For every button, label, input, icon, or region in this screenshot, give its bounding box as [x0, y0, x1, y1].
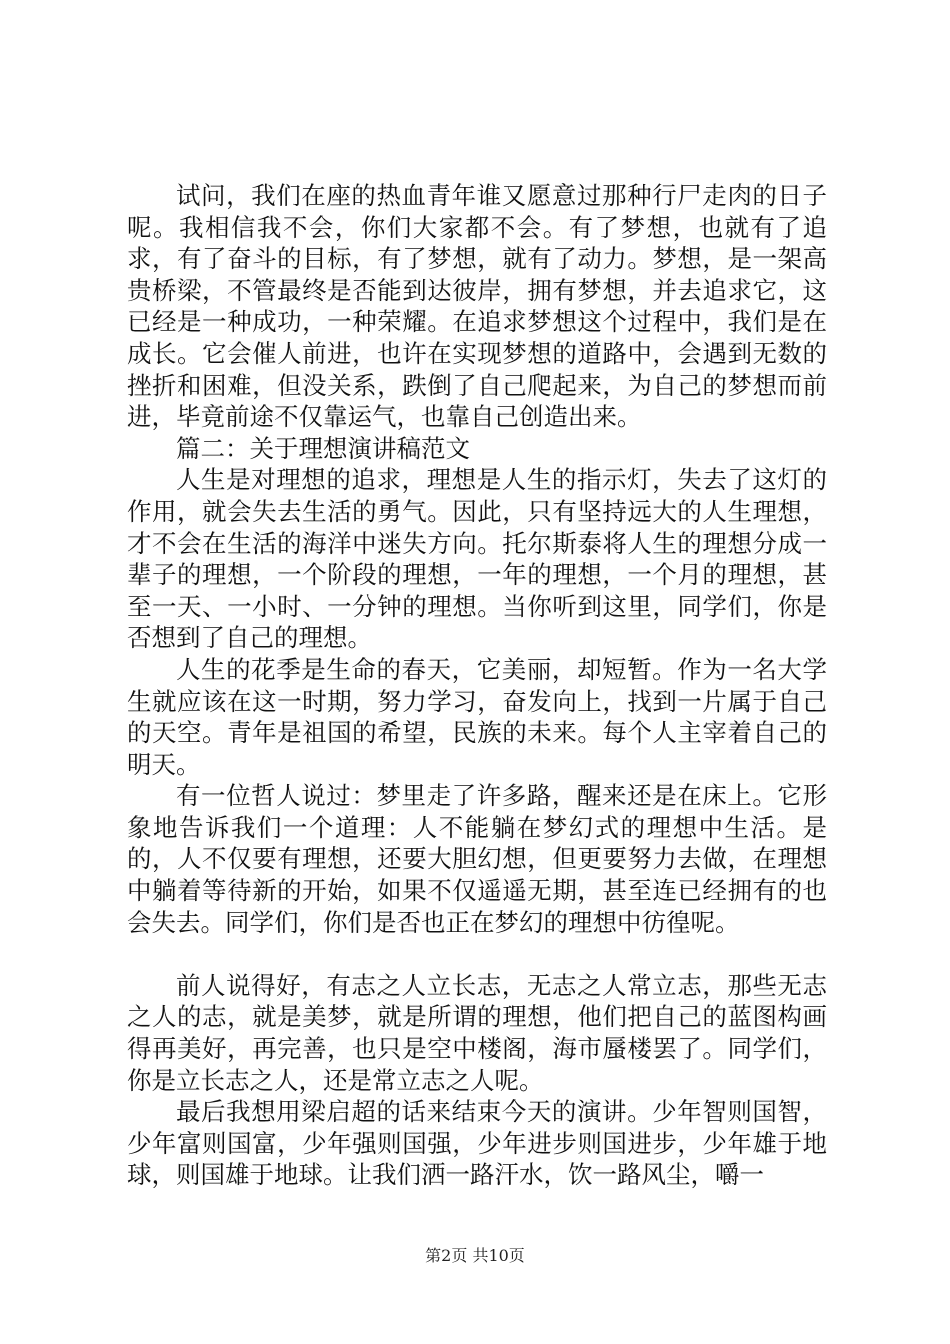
paragraph-4: 有一位哲人说过：梦里走了许多路，醒来还是在床上。它形象地告诉我们一个道理：人不能躺在梦幻式的理想中生活。是的，人不仅要有理想，还要大胆幻想，但更要努力去做，在理想中躺着等待新的开始，如果不仅遥遥无期，甚至连已经拥有的也会失去。同学们，你们是否也正在梦幻的理想中彷徨呢。: [127, 781, 827, 937]
paragraph-3: 人生的花季是生命的春天，它美丽，却短暂。作为一名大学生就应该在这一时期，努力学习，奋发向上，找到一片属于自己的天空。青年是祖国的希望，民族的未来。每个人主宰着自己的明天。: [127, 654, 827, 779]
page-footer: 第2页 共10页: [425, 1246, 525, 1265]
paragraph-1: 试问，我们在座的热血青年谁又愿意过那种行尸走肉的日子呢。我相信我不会，你们大家都不会。有了梦想，也就有了追求，有了奋斗的目标，有了梦想，就有了动力。梦想，是一架高贵桥梁，不管最终是否能到达彼岸，拥有梦想，并去追求它，这已经是一种成功，一种荣耀。在追求梦想这个过程中，我们是在成长。它会催人前进，也许在实现梦想的道路中，会遇到无数的挫折和困难，但没关系，跌倒了自己爬起来，为自己的梦想而前进，毕竟前途不仅靠运气，也靠自己创造出来。: [127, 181, 827, 432]
paragraph-6: 最后我想用梁启超的话来结束今天的演讲。少年智则国智，少年富则国富，少年强则国强，少年进步则国进步，少年雄于地球，则国雄于地球。让我们洒一路汗水，饮一路风尘，嚼一: [127, 1097, 827, 1190]
paragraph-spacer: [127, 938, 827, 970]
document-body: [127, 180, 827, 1191]
section-heading: 篇二：关于理想演讲稿范文: [176, 433, 470, 463]
paragraph-2: 人生是对理想的追求，理想是人生的指示灯，失去了这灯的作用，就会失去生活的勇气。因此，只有坚持远大的人生理想，才不会在生活的海洋中迷失方向。托尔斯泰将人生的理想分成一辈子的理想，一个阶段的理想，一年的理想，一个月的理想，甚至一天、一小时、一分钟的理想。当你听到这里，同学们，你是否想到了自己的理想。: [127, 465, 827, 653]
paragraph-5: 前人说得好，有志之人立长志，无志之人常立志，那些无志之人的志，就是美梦，就是所谓的理想，他们把自己的蓝图构画得再美好，再完善，也只是空中楼阁，海市蜃楼罢了。同学们，你是立长志之人，还是常立志之人呢。: [127, 970, 827, 1095]
